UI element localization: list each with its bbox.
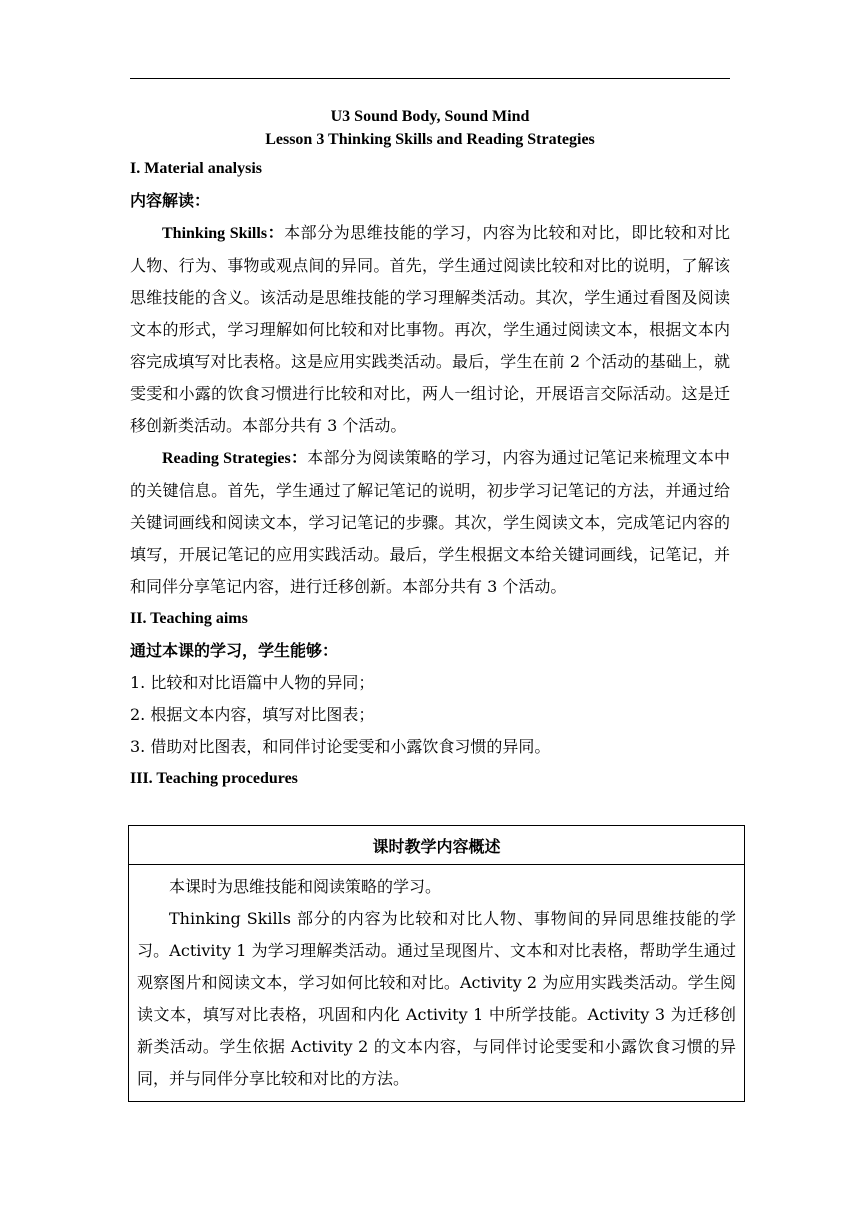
table-header-cell: 课时教学内容概述	[129, 826, 745, 865]
section1-heading: I. Material analysis	[130, 160, 262, 177]
table-body-cell	[129, 865, 745, 1102]
aim-item: 1. 比较和对比语篇中人物的异同；	[130, 673, 375, 692]
procedures-table	[128, 825, 745, 1102]
teaching-aims-list	[130, 667, 730, 763]
reading-strategies-text: 本部分为阅读策略的学习，内容为通过记笔记来梳理文本中的关键信息。首先，学生通过了解记笔记的说明，初步学习记笔记的方法，并通过给关键词画线和阅读文本，学习记笔记的步骤。其次，学生阅读文本，完成笔记内容的填写，开展记笔记的应用实践活动。最后，学生根据文本给关键词画线，记笔记，并和同伴分享笔记内容，进行迁移创新。本部分共有 3 个活动。	[130, 448, 730, 596]
section3-heading: III. Teaching procedures	[130, 770, 298, 787]
section2-subheading: 通过本课的学习，学生能够：	[130, 641, 339, 660]
thinking-skills-text: 本部分为思维技能的学习，内容为比较和对比，即比较和对比人物、行为、事物或观点间的异同。首先，学生通过阅读比较和对比的说明，了解该思维技能的含义。该活动是思维技能的学习理解类活动。其次，学生通过看图及阅读文本的形式，学习理解如何比较和对比事物。再次，学生通过阅读文本，根据文本内容完成填写对比表格。这是应用实践类活动。最后，学生在前 2 个活动的基础上，就雯雯和小露的饮食习惯进行比较和对比，两人一组讨论，开展语言交际活动。这是迁移创新类活动。本部分共有 3 个活动。	[130, 223, 730, 435]
aim-item: 2. 根据文本内容，填写对比图表；	[130, 705, 375, 724]
document-title-line1: U3 Sound Body, Sound Mind	[330, 108, 530, 125]
reading-strategies-label: Reading Strategies：	[162, 450, 308, 467]
table-paragraph-1: 本课时为思维技能和阅读策略的学习。	[169, 877, 442, 896]
document-body	[130, 105, 730, 795]
document-title-line2: Lesson 3 Thinking Skills and Reading Strategies	[265, 131, 595, 148]
thinking-skills-label: Thinking Skills：	[162, 225, 285, 242]
section1-subheading: 内容解读：	[130, 191, 211, 210]
table-paragraph-2: Thinking Skills 部分的内容为比较和对比人物、事物间的异同思维技能的学习。Activity 1 为学习理解类活动。通过呈现图片、文本和对比表格，帮助学生通过观察图片和阅读文本，学习如何比较和对比。Activity 2 为应用实践类活动。学生阅读文本，填写对比表格，巩固和内化 Activity 1 中所学技能。Activity 3 为迁移创新类活动。学生依据 Activity 2 的文本内容，与同伴讨论雯雯和小露饮食习惯的异同，并与同伴分享比较和对比的方法。	[137, 909, 736, 1088]
thinking-skills-paragraph	[130, 217, 730, 442]
reading-strategies-paragraph	[130, 442, 730, 603]
section2-heading: II. Teaching aims	[130, 610, 248, 627]
aim-item: 3. 借助对比图表，和同伴讨论雯雯和小露饮食习惯的异同。	[130, 737, 551, 756]
header-rule	[130, 78, 730, 79]
